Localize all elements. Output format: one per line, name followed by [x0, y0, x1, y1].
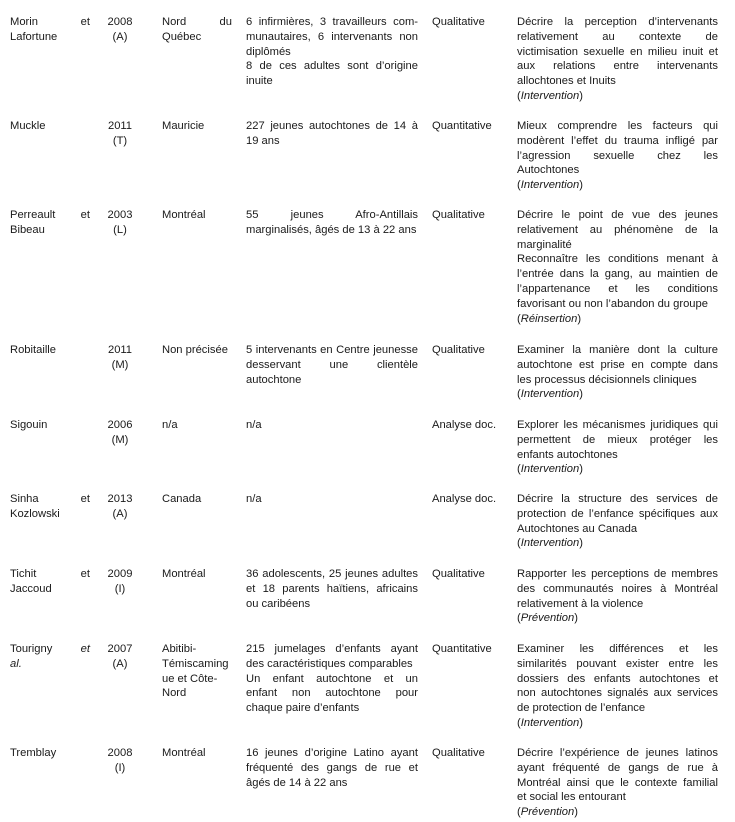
text-line: 6 infirmières, 3 travailleurs com- [246, 16, 418, 28]
year: 2007 [107, 643, 133, 655]
place-cell [162, 567, 232, 582]
author-cell [10, 567, 90, 597]
method-cell: Analyse doc. [432, 493, 497, 505]
category-label: (Intervention) [517, 463, 583, 476]
publication-type: (I) [114, 761, 126, 774]
place-cell [162, 15, 232, 45]
text-line: Montréal [162, 209, 206, 221]
text-line: enfant non autochtone pour [246, 687, 418, 700]
text-line: ayant fréquenté de gangs de rue à [517, 761, 718, 774]
year: 2003 [107, 209, 133, 221]
text-line: Décrire la structure des services de [517, 493, 718, 505]
text-line: n/a [246, 419, 262, 431]
text-line: Rapporter les perceptions de membres [517, 568, 718, 580]
text-line: Autochtones au Canada [517, 522, 638, 535]
text-line: Sigouin [10, 419, 48, 431]
text-line: relativement au phénomène de la [517, 223, 718, 236]
text-line: 8 de ces adultes sont d’origine [246, 60, 418, 73]
text-line: fréquenté des gangs de rue et [246, 761, 418, 774]
year: 2013 [107, 493, 133, 505]
text-line: 19 ans [246, 134, 280, 147]
text-line: les processus décisionnels cliniques [517, 373, 697, 386]
text-line: marginalité [517, 238, 572, 251]
category-label: (Intervention) [517, 537, 583, 550]
text-line: Canada [162, 493, 202, 505]
year-cell [100, 15, 140, 45]
text-line: Examiner les différences et les [517, 643, 718, 655]
text-line: Muckle [10, 120, 46, 132]
category-label: (Intervention) [517, 716, 583, 729]
place-cell [162, 343, 232, 358]
text-line: 215 jumelages d’enfants ayant [246, 643, 418, 655]
text-line: Montréal [162, 747, 206, 759]
author-cell [10, 492, 90, 522]
sample-cell [246, 492, 418, 507]
text-line: Québec [162, 30, 202, 43]
author-name: Tourigny [10, 643, 53, 655]
year: 2011 [107, 344, 133, 356]
method-cell: Qualitative [432, 16, 485, 28]
text-line: l’appartenance et les conditions [517, 282, 718, 295]
text-line: autochtone [246, 373, 302, 386]
text-line: des caractéristiques comparables [246, 657, 413, 670]
year: 2009 [107, 568, 133, 580]
text-line: n/a [246, 493, 262, 505]
text-line: munautaires, 6 intervenants non [246, 30, 418, 43]
category-name: Intervention [520, 179, 580, 192]
text-line: Un enfant autochtone et un [246, 672, 418, 685]
sample-cell [246, 746, 418, 790]
text-line: Non précisée [162, 344, 228, 356]
place-cell [162, 418, 232, 433]
text-line: Bibeau [10, 223, 45, 236]
text-line: desservant une clientèle [246, 358, 418, 371]
text-line: Perreault et [10, 209, 90, 221]
year-cell [100, 418, 140, 448]
text-line: protection de l’enfance spécifiques aux [517, 507, 718, 520]
text-line: Morin et [10, 16, 90, 28]
text-line: 16 jeunes d’origine Latino ayant [246, 747, 418, 759]
text-line [10, 642, 90, 657]
text-line: Mauricie [162, 120, 205, 132]
text-line: Décrire le point de vue des jeunes [517, 209, 718, 221]
method-cell: Qualitative [432, 344, 485, 356]
category-name: Intervention [520, 388, 580, 401]
sample-cell [246, 567, 418, 611]
text-line: ue et Côte- [162, 672, 218, 685]
objective-cell [517, 746, 718, 820]
text-line: relativement au contexte de [517, 30, 718, 43]
text-line: et social les entourant [517, 791, 626, 804]
text-line: Nord [162, 687, 187, 700]
category-label: (Intervention) [517, 179, 583, 192]
sample-cell [246, 208, 418, 238]
text-line: de protection de l’enfance [517, 702, 646, 715]
author-cell [10, 418, 90, 433]
publication-type: (T) [112, 134, 128, 147]
place-cell [162, 746, 232, 761]
text-line: chaque paire d’enfants [246, 702, 360, 715]
objective-cell [517, 208, 718, 326]
text-line: 55 jeunes Afro-Antillais [246, 209, 418, 221]
text-line: ou caribéens [246, 597, 311, 610]
category-name: Intervention [520, 716, 580, 729]
author-cell [10, 746, 90, 761]
text-line: Nord du [162, 16, 232, 28]
text-line: Sinha et [10, 493, 90, 505]
objective-cell [517, 15, 718, 104]
objective-cell [517, 567, 718, 626]
text-line: Autochtones [517, 164, 580, 177]
year-cell [100, 492, 140, 522]
author-cell [10, 15, 90, 45]
category-name: Intervention [520, 89, 580, 102]
objective-cell [517, 642, 718, 731]
text-line: Abitibi- [162, 643, 197, 655]
text-line: des communautés noires à Montréal [517, 582, 718, 595]
author-suffix: et [80, 643, 90, 655]
category-name: Intervention [520, 463, 580, 476]
text-line: 5 intervenants en Centre jeunesse [246, 344, 418, 356]
sample-cell [246, 642, 418, 716]
sample-cell [246, 418, 418, 433]
text-line: l’entrée dans la gang, au maintien de [517, 268, 718, 281]
author-cell [10, 119, 90, 134]
text-line: relativement à la violence [517, 597, 644, 610]
publication-type: (L) [113, 223, 127, 236]
text-line: modèrent l’effet du trauma infligé par [517, 134, 718, 147]
year-cell [100, 119, 140, 149]
year: 2006 [107, 419, 133, 431]
text-line: Explorer les mécanismes juridiques qui [517, 419, 718, 431]
publication-type: (A) [112, 657, 128, 670]
text-line: Décrire la perception d’intervenants [517, 16, 718, 28]
text-line: non autochtones signalés aux services [517, 687, 718, 700]
text-line: autochtone est prise en compte dans [517, 358, 718, 371]
method-cell: Qualitative [432, 209, 485, 221]
category-label: (Prévention) [517, 612, 578, 625]
text-line: aux relations entre intervenants [517, 60, 718, 73]
category-name: Intervention [520, 537, 580, 550]
text-line: victimisation sexuelle en milieu inuit et [517, 45, 718, 58]
text-line: Tremblay [10, 747, 57, 759]
text-line: enfants autochtones [517, 448, 618, 461]
text-line: Décrire l’expérience de jeunes latinos [517, 747, 718, 759]
year-cell [100, 567, 140, 597]
author-cell [10, 343, 90, 358]
category-label: (Intervention) [517, 388, 583, 401]
method-cell: Quantitative [432, 120, 492, 132]
text-line: Reconnaître les conditions menant à [517, 253, 718, 266]
method-cell: Qualitative [432, 568, 485, 580]
category-label: (Réinsertion) [517, 312, 582, 325]
year: 2011 [107, 120, 133, 132]
text-line: similarités pouvant exister entre les [517, 657, 718, 670]
text-line: diplômés [246, 45, 291, 58]
text-line: 227 jeunes autochtones de 14 à [246, 120, 418, 132]
place-cell [162, 119, 232, 134]
text-line: Montréal ainsi que le contexte familial [517, 776, 718, 789]
sample-cell [246, 343, 418, 387]
category-name: Réinsertion [520, 312, 578, 325]
text-line: allochtones et Inuits [517, 75, 616, 88]
sample-cell [246, 15, 418, 89]
year: 2008 [107, 747, 133, 759]
method-cell: Analyse doc. [432, 419, 497, 431]
text-line: âgés de 14 à 22 ans [246, 776, 348, 789]
publication-type: (M) [111, 358, 129, 371]
text-line: marginalisés, âgés de 13 à 22 ans [246, 223, 417, 236]
text-line: permettent de mieux protéger les [517, 433, 718, 446]
method-cell: Quantitative [432, 643, 492, 655]
place-cell [162, 492, 232, 507]
year-cell [100, 642, 140, 672]
publication-type: (A) [112, 30, 128, 43]
year-cell [100, 746, 140, 776]
sample-cell [246, 119, 418, 149]
text-line: 36 adolescents, 25 jeunes adultes [246, 568, 418, 580]
text-line: Mieux comprendre les facteurs qui [517, 120, 718, 132]
text-line: Témiscaming [162, 657, 229, 670]
text-line: Examiner la manière dont la culture [517, 344, 718, 356]
place-cell [162, 208, 232, 223]
text-line: favorisant ou non l’abandon du groupe [517, 297, 708, 310]
category-label: (Intervention) [517, 89, 583, 102]
text-line: n/a [162, 419, 178, 431]
publication-type: (M) [111, 433, 129, 446]
category-name: Prévention [520, 612, 575, 625]
text-line: al. [10, 657, 22, 670]
text-line: Jaccoud [10, 582, 52, 595]
text-line: et 18 parents haïtiens, africains [246, 582, 418, 595]
objective-cell [517, 492, 718, 551]
text-line: Robitaille [10, 344, 57, 356]
category-label: (Prévention) [517, 806, 578, 819]
category-name: Prévention [520, 806, 575, 819]
text-line: l’agression sexuelle chez les [517, 149, 718, 162]
year-cell [100, 343, 140, 373]
text-line: Tichit et [10, 568, 90, 580]
objective-cell [517, 119, 718, 193]
publication-type: (A) [112, 507, 128, 520]
year: 2008 [107, 16, 133, 28]
author-cell [10, 642, 90, 672]
text-line: Kozlowski [10, 507, 60, 520]
text-line: inuite [246, 75, 273, 88]
author-cell [10, 208, 90, 238]
publication-type: (I) [114, 582, 126, 595]
objective-cell [517, 418, 718, 477]
method-cell: Qualitative [432, 747, 485, 759]
text-line: Lafortune [10, 30, 58, 43]
text-line: Montréal [162, 568, 206, 580]
objective-cell [517, 343, 718, 402]
place-cell [162, 642, 232, 701]
text-line: dossiers des enfants autochtones et [517, 672, 718, 685]
year-cell [100, 208, 140, 238]
